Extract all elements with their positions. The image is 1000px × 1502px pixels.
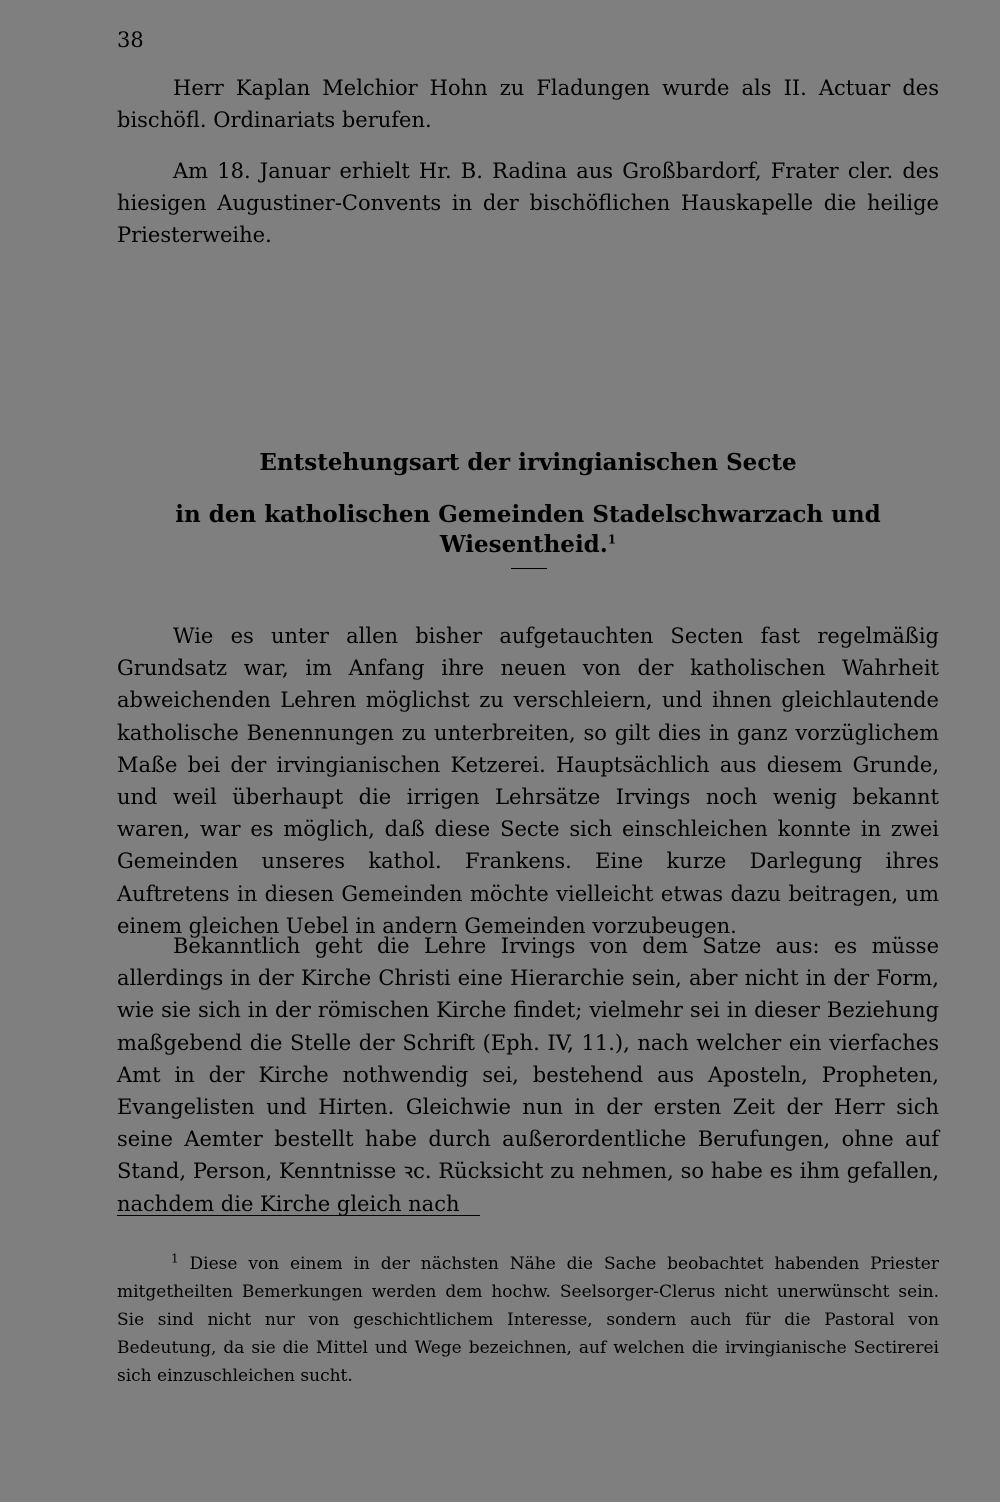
section-heading-line-2 xyxy=(117,500,939,560)
footnote xyxy=(117,1250,939,1390)
section-heading-line-1: Entstehungsart der irvingianischen Secte xyxy=(259,449,797,476)
body-paragraph-1: Wie es unter allen bisher aufgetauchten Secten fast regelmäßig Grundsatz war, im Anfang ihre neuen von der katholischen Wahrheit abweichenden Lehren möglichst zu verschleiern, und ihnen gleichlautende katholische Benennungen zu unterbreiten, so gilt dies in ganz vorzüglichem Maße bei der irvingianischen Ketzerei. Hauptsächlich aus diesem Grunde, und weil überhaupt die irrigen Lehrsätze Irvings noch wenig bekannt waren, war es möglich, daß diese Secte sich einschleichen konnte in zwei Gemeinden unseres kathol. Frankens. Eine kurze Darlegung ihres Auftretens in diesen Gemeinden möchte vielleicht etwas dazu beitragen, um einem gleichen Uebel in andern Gemeinden vorzubeugen. xyxy=(117,624,939,938)
paragraph-appointment: Herr Kaplan Melchior Hohn zu Fladungen wurde als II. Actuar des bischöfl. Ordinariats berufen. xyxy=(117,76,939,132)
footnote-marker: 1 xyxy=(171,1251,179,1266)
paragraph-ordination: Am 18. Januar erhielt Hr. B. Radina aus Großbardorf, Frater cler. des hiesigen Augustiner-Convents in der bischöflichen Hauskapelle die heilige Priesterweihe. xyxy=(117,159,939,247)
section-heading-line-2-text: in den katholischen Gemeinden Stadelschwarzach und Wiesentheid. xyxy=(175,501,881,558)
footnote-reference: 1 xyxy=(607,532,617,547)
footnote-divider xyxy=(117,1215,480,1216)
heading-divider xyxy=(511,568,547,569)
body-paragraph-2: Bekanntlich geht die Lehre Irvings von dem Satze aus: es müsse allerdings in der Kirche Christi eine Hierarchie sein, aber nicht in der Form, wie sie sich in der römischen Kirche findet; vielmehr sei in dieser Beziehung maßgebend die Stelle der Schrift (Eph. IV, 11.), nach welcher ein vierfaches Amt in der Kirche nothwendig sei, bestehend aus Aposteln, Propheten, Evangelisten und Hirten. Gleichwie nun in der ersten Zeit der Herr sich seine Aemter bestellt habe durch außerordentliche Berufungen, ohne auf Stand, Person, Kenntnisse ꝛc. Rücksicht zu nehmen, so habe es ihm gefallen, nachdem die Kirche gleich nach xyxy=(117,934,939,1216)
page-number: 38 xyxy=(117,28,144,52)
footnote-text: Diese von einem in der nächsten Nähe die Sache beobachtet habenden Priester mitgetheilten Bemerkungen werden dem hochw. Seelsorger-Clerus nicht unerwünscht sein. Sie sind nicht nur von geschichtlichem Interesse, sondern auch für die Pastoral von Bedeutung, da sie die Mittel und Wege bezeichnen, auf welchen die irvingianische Sectirerei sich einzuschleichen sucht. xyxy=(117,1254,939,1386)
